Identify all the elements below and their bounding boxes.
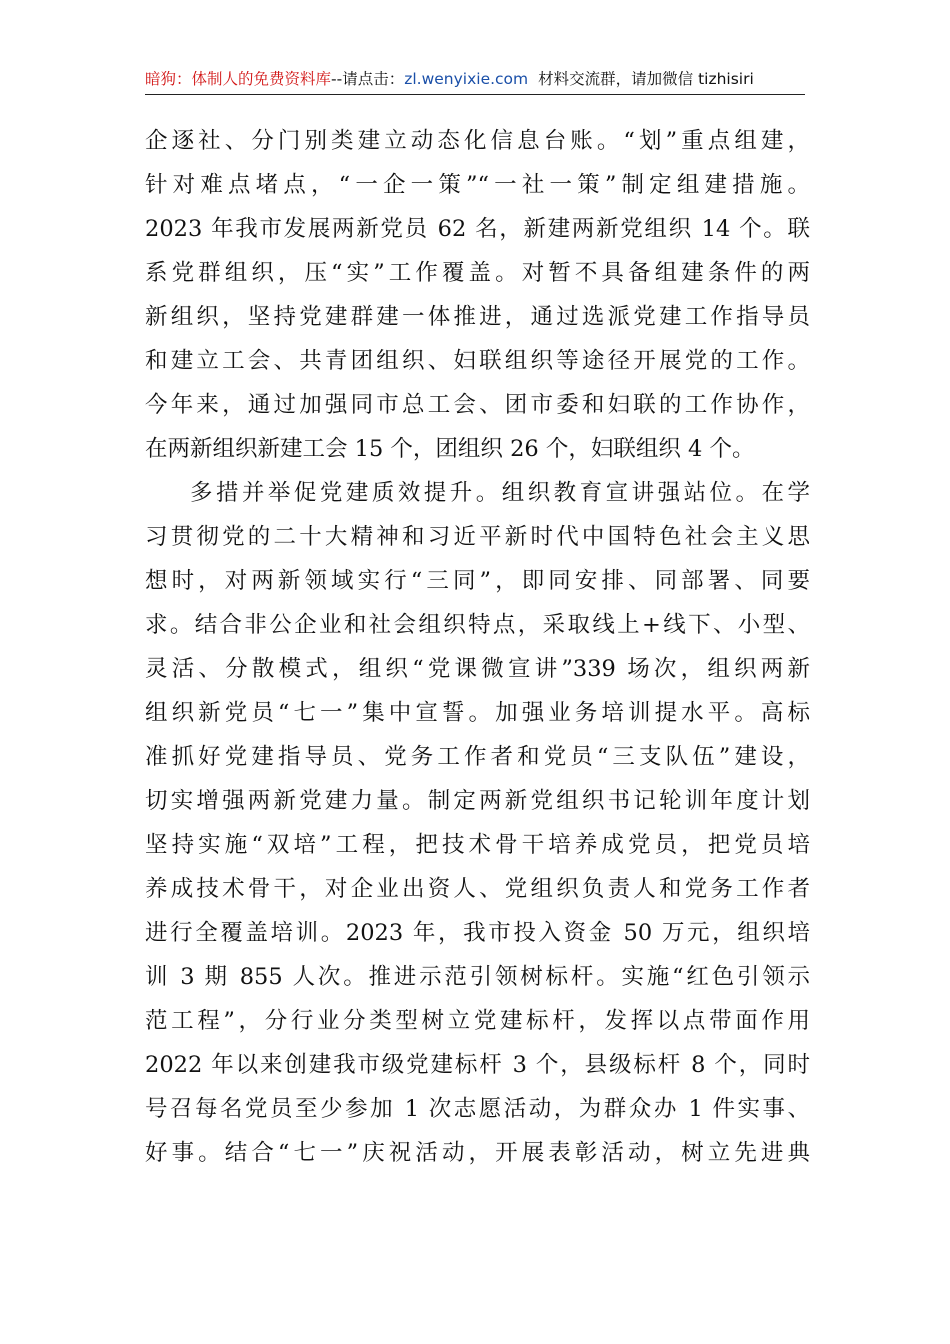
- text-line: 训 3 期 855 人次。推进示范引领树标杆。实施“红色引领示: [145, 964, 810, 990]
- text-line: 好事。结合“七一”庆祝活动，开展表彰活动，树立先进典: [145, 1140, 810, 1166]
- text-line: 求。结合非公企业和社会组织特点，采取线上+线下、小型、: [145, 612, 810, 638]
- header-contact: 材料交流群，请加微信 tizhisiri: [538, 70, 754, 88]
- text-line: 今年来，通过加强同市总工会、团市委和妇联的工作协作，: [145, 392, 810, 418]
- text-line: 新组织，坚持党建群建一体推进，通过选派党建工作指导员: [145, 304, 810, 330]
- text-line: 想时，对两新领域实行“三同”，即同安排、同部署、同要: [145, 568, 810, 594]
- text-line: 组织新党员“七一”集中宣誓。加强业务培训提水平。高标: [145, 700, 810, 726]
- text-line: 习贯彻党的二十大精神和习近平新时代中国特色社会主义思: [145, 524, 810, 550]
- text-line: 坚持实施“双培”工程，把技术骨干培养成党员，把党员培: [145, 832, 810, 858]
- text-line: 企逐社、分门别类建立动态化信息台账。“划”重点组建，: [145, 128, 810, 154]
- text-line: 2023 年我市发展两新党员 62 名，新建两新党组织 14 个。联: [145, 216, 810, 242]
- page-header: [145, 66, 805, 95]
- text-line: 和建立工会、共青团组织、妇联组织等途径开展党的工作。: [145, 348, 810, 374]
- paragraph-first-line: 多措并举促党建质效提升。组织教育宣讲强站位。在学: [190, 480, 810, 506]
- text-line: 针对难点堵点，“一企一策”“一社一策”制定组建措施。: [145, 172, 810, 198]
- header-brand: 暗狗：体制人的免费资料库: [145, 70, 332, 88]
- text-line: 号召每名党员至少参加 1 次志愿活动，为群众办 1 件实事、: [145, 1096, 810, 1122]
- text-line: 系党群组织，压“实”工作覆盖。对暂不具备组建条件的两: [145, 260, 810, 286]
- text-line: 切实增强两新党建力量。制定两新党组织书记轮训年度计划: [145, 788, 810, 814]
- text-line: 进行全覆盖培训。2023 年，我市投入资金 50 万元，组织培: [145, 920, 810, 946]
- text-line: 2022 年以来创建我市级党建标杆 3 个，县级标杆 8 个，同时: [145, 1052, 810, 1078]
- text-line: 灵活、分散模式，组织“党课微宣讲”339 场次，组织两新: [145, 656, 810, 682]
- header-separator: --请点击：: [331, 70, 405, 88]
- text-line: 养成技术骨干，对企业出资人、党组织负责人和党务工作者: [145, 876, 810, 902]
- text-line: 范工程”，分行业分类型树立党建标杆，发挥以点带面作用: [145, 1008, 810, 1034]
- text-line: 准抓好党建指导员、党务工作者和党员“三支队伍”建设，: [145, 744, 810, 770]
- text-line: 在两新组织新建工会 15 个，团组织 26 个，妇联组织 4 个。: [145, 436, 755, 462]
- header-link[interactable]: zl.wenyixie.com: [404, 70, 529, 88]
- document-body: [145, 119, 810, 1175]
